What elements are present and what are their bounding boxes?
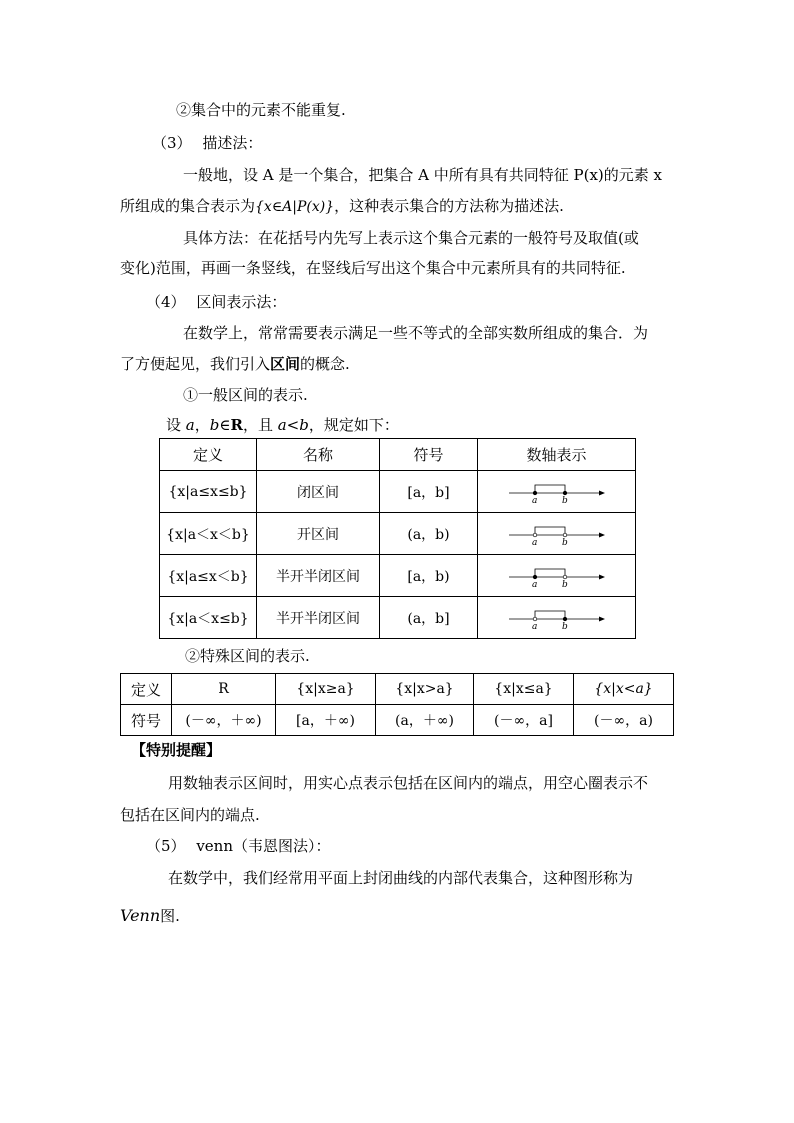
section-3-title: 描述法：	[202, 134, 263, 152]
para-interval-2	[120, 354, 350, 374]
special-symbol: [a，＋∞)	[276, 705, 376, 736]
section-5-title: venn（韦恩图法）：	[196, 837, 331, 855]
header-name: 名称	[257, 439, 380, 471]
endpoint-label-a: a	[531, 537, 537, 547]
interval-definition: {x|a≤x≤b}	[160, 471, 257, 513]
special-definition: {x|x<a}	[574, 674, 674, 705]
section-5-heading	[146, 836, 331, 856]
section-4-number: （4）	[146, 293, 186, 311]
let-pre: 设	[166, 416, 186, 434]
let-post: ，规定如下：	[308, 416, 399, 434]
number-line-cell	[478, 555, 636, 597]
header-symbol: 符号	[380, 439, 478, 471]
para-description-2-pre: 所组成的集合表示为	[120, 197, 256, 215]
let-comma: ，	[194, 416, 210, 434]
para-venn-1: 在数学中，我们经常用平面上封闭曲线的内部代表集合，这种图形称为	[168, 869, 634, 887]
number-line-cell	[478, 513, 636, 555]
interval-name: 闭区间	[257, 471, 380, 513]
interval-name: 半开半闭区间	[257, 597, 380, 639]
special-symbol: (a，＋∞)	[376, 705, 474, 736]
para-description-1: 一般地，设 A 是一个集合，把集合 A 中所有具有共同特征 P(x)的元素 x	[183, 166, 662, 184]
header-number-line: 数轴表示	[478, 439, 636, 471]
interval-bracket	[535, 611, 565, 619]
interval-symbol: (a，b)	[380, 513, 478, 555]
special-symbol: (－∞，＋∞)	[172, 705, 276, 736]
endpoint-label-b: b	[561, 495, 568, 505]
solid-endpoint	[533, 575, 537, 579]
special-symbol: (－∞，a)	[574, 705, 674, 736]
arrow-icon	[599, 574, 605, 579]
reals-symbol: R	[230, 416, 243, 434]
special-symbol: (－∞，a]	[474, 705, 574, 736]
arrow-icon	[599, 616, 605, 621]
endpoint-label-a: a	[531, 579, 537, 589]
section-4-title: 区间表示法：	[196, 293, 287, 311]
table-header-row	[160, 439, 636, 471]
table-row	[160, 513, 636, 555]
interval-definition: {x|a≤x＜b}	[160, 555, 257, 597]
endpoint-label-a: a	[531, 621, 537, 631]
para-interval-1: 在数学上，常常需要表示满足一些不等式的全部实数所组成的集合．为	[183, 324, 649, 342]
interval-definition: {x|a＜x≤b}	[160, 597, 257, 639]
special-definition: {x|x≥a}	[276, 674, 376, 705]
general-interval-table	[159, 438, 636, 639]
var-a: a	[185, 416, 195, 434]
para-let-ab	[166, 415, 399, 435]
para-description-2-post: ，这种表示集合的方法称为描述法.	[334, 197, 564, 215]
para-interval-2-post: 的概念.	[300, 355, 350, 373]
special-definition: R	[172, 674, 276, 705]
number-line-cell	[478, 597, 636, 639]
number-line-diagram	[507, 521, 607, 547]
endpoint-label-a: a	[531, 495, 537, 505]
interval-name: 半开半闭区间	[257, 555, 380, 597]
hollow-endpoint	[533, 617, 537, 621]
solid-endpoint	[563, 617, 567, 621]
special-interval-table	[120, 673, 674, 736]
section-4-heading	[146, 292, 286, 312]
hollow-endpoint	[563, 533, 567, 537]
tip-title: 【特别提醒】	[131, 741, 222, 759]
table-row	[160, 597, 636, 639]
term-interval: 区间	[270, 355, 301, 373]
interval-definition: {x|a＜x＜b}	[160, 513, 257, 555]
para-venn-2	[120, 906, 180, 926]
row-label-symbol: 符号	[121, 705, 172, 736]
para-distinct-elements: ②集合中的元素不能重复.	[176, 101, 346, 119]
interval-bracket	[535, 569, 565, 577]
section-3-heading	[152, 133, 262, 153]
var-b: b	[209, 416, 220, 434]
endpoint-label-b: b	[561, 621, 568, 631]
hollow-endpoint	[533, 533, 537, 537]
para-tip-2: 包括在区间内的端点.	[120, 806, 260, 824]
number-line-diagram	[507, 479, 607, 505]
table-row	[121, 674, 674, 705]
symbol-in: ∈	[219, 416, 231, 434]
endpoint-label-b: b	[561, 537, 568, 547]
interval-name: 开区间	[257, 513, 380, 555]
endpoint-label-b: b	[561, 579, 568, 589]
arrow-icon	[599, 490, 605, 495]
let-mid: ，且	[242, 416, 278, 434]
solid-endpoint	[533, 491, 537, 495]
para-description-2	[120, 196, 564, 217]
venn-word: Venn	[120, 906, 161, 925]
para-method-1: 具体方法：在花括号内先写上表示这个集合元素的一般符号及取值(或	[183, 229, 639, 247]
table-row	[160, 471, 636, 513]
para-tip-1: 用数轴表示区间时，用实心点表示包括在区间内的端点，用空心圈表示不	[168, 774, 649, 792]
para-method-2: 变化)范围，再画一条竖线，在竖线后写出这个集合中元素所具有的共同特征.	[120, 259, 626, 277]
interval-symbol: [a，b)	[380, 555, 478, 597]
section-3-number: （3）	[152, 134, 192, 152]
hollow-endpoint	[563, 575, 567, 579]
para-special-interval: ②特殊区间的表示.	[185, 647, 310, 665]
solid-endpoint	[563, 491, 567, 495]
interval-symbol: (a，b]	[380, 597, 478, 639]
section-5-number: （5）	[146, 837, 186, 855]
para-interval-2-pre: 了方便起见，我们引入	[120, 355, 271, 373]
interval-symbol: [a，b]	[380, 471, 478, 513]
para-venn-2-post: 图.	[160, 907, 180, 925]
row-label-definition: 定义	[121, 674, 172, 705]
para-general-interval: ①一般区间的表示.	[183, 386, 308, 404]
interval-bracket	[535, 485, 565, 493]
header-definition: 定义	[160, 439, 257, 471]
set-builder-notation: {x∈A|P(x)}	[255, 199, 335, 215]
table-row	[121, 705, 674, 736]
interval-bracket	[535, 527, 565, 535]
arrow-icon	[599, 532, 605, 537]
special-definition: {x|x>a}	[376, 674, 474, 705]
number-line-diagram	[507, 563, 607, 589]
table-row	[160, 555, 636, 597]
number-line-cell	[478, 471, 636, 513]
inequality-a-lt-b: a<b	[277, 416, 309, 434]
number-line-diagram	[507, 605, 607, 631]
special-definition: {x|x≤a}	[474, 674, 574, 705]
